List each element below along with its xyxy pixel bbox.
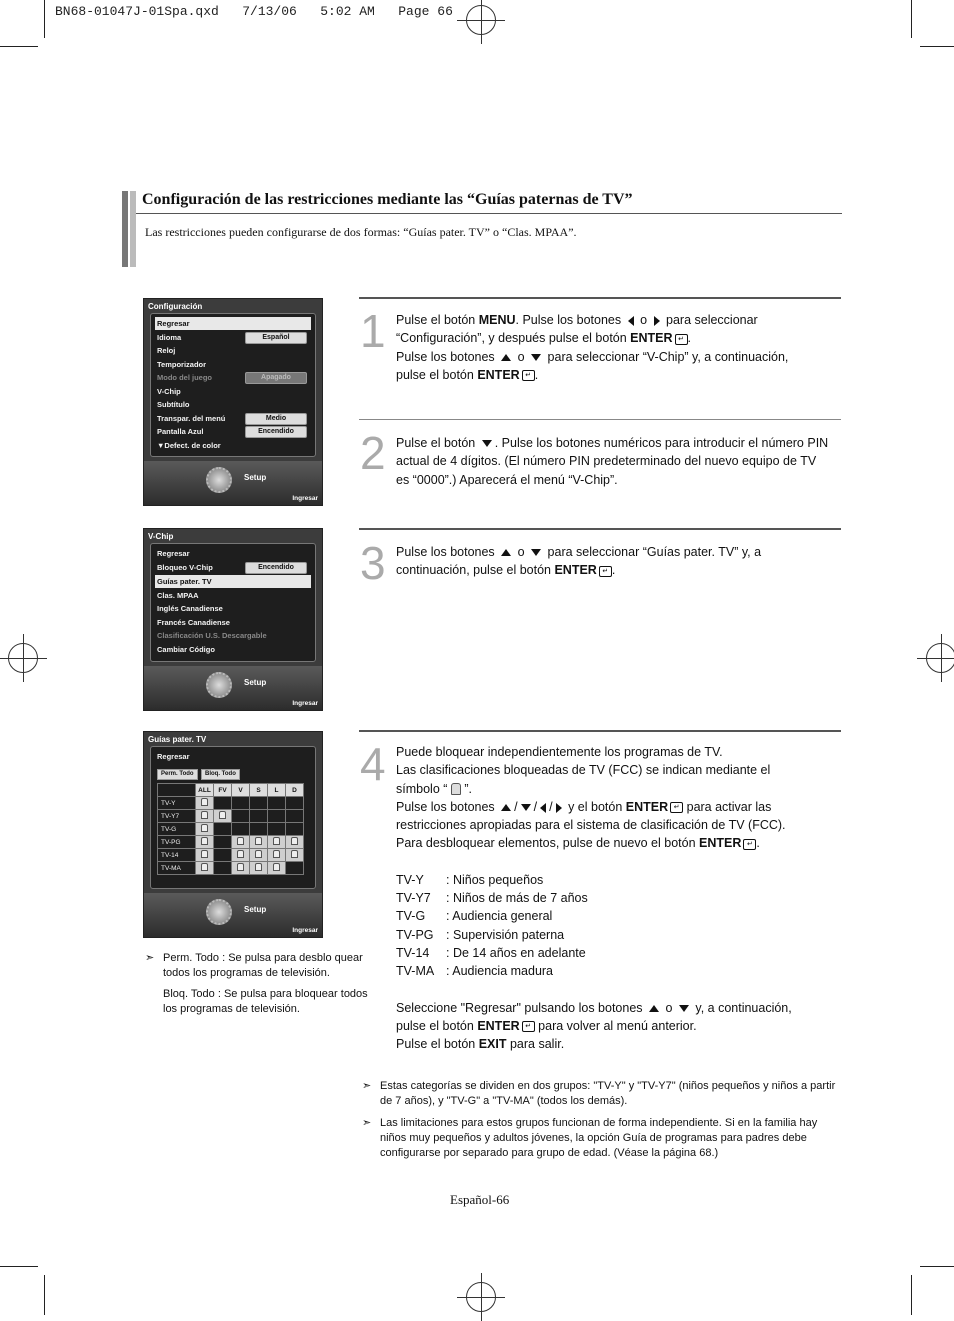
gear-icon	[206, 467, 232, 493]
setup-label: Setup	[244, 678, 267, 687]
left-arrow-icon	[628, 316, 634, 326]
menu-panel	[150, 543, 316, 662]
menu-item-guias[interactable]: Guías pater. TV	[155, 575, 311, 588]
crop-mark	[920, 1266, 954, 1267]
screen-header: Guías pater. TV	[148, 735, 207, 744]
lock-cell[interactable]	[232, 862, 250, 875]
crop-mark	[0, 46, 38, 47]
left-arrow-icon	[540, 803, 546, 813]
enter-icon: ↵	[522, 370, 535, 381]
menu-value: Medio	[245, 413, 307, 425]
setup-label: Setup	[244, 473, 267, 482]
down-arrow-icon	[482, 440, 492, 447]
section-title: Configuración de las restricciones mediante las “Guías paternas de TV”	[142, 191, 633, 208]
step-3-text: Pulse los botones o para seleccionar “Guías pater. TV” y, a continuación, pulse el botón ENTER ↵ .	[396, 545, 762, 578]
menu-item-subtitulo[interactable]: Subtítulo	[157, 400, 190, 409]
ratings-list	[396, 871, 841, 981]
enter-icon: ↵	[675, 334, 688, 345]
menu-value: Español	[245, 332, 307, 344]
enter-icon: ↵	[670, 802, 683, 813]
perm-todo-button[interactable]: Perm. Todo	[157, 769, 198, 780]
perm-note: ➣ Perm. Todo : Se pulsa para desblo quear todos los programas de televisión.	[145, 952, 363, 979]
gear-icon	[206, 899, 232, 925]
menu-item-reloj[interactable]: Reloj	[157, 346, 176, 355]
vchip-menu-screen	[143, 528, 323, 711]
lock-cell[interactable]	[196, 810, 214, 823]
note-arrow-icon: ➣	[362, 1117, 372, 1129]
screen-header: Configuración	[148, 302, 203, 311]
menu-value: Apagado	[245, 372, 307, 384]
row-label: TV-MA	[158, 862, 196, 875]
down-arrow-icon	[521, 804, 531, 811]
row-label: TV-PG	[158, 836, 196, 849]
registration-mark-icon	[466, 5, 496, 35]
lock-cell[interactable]	[286, 836, 304, 849]
lock-cell[interactable]	[268, 836, 286, 849]
enter-icon: ↵	[743, 839, 756, 850]
note-categories: ➣ Estas categorías se dividen en dos grupos: "TV-Y" y "TV-Y7" (niños pequeños y niños a partir de 7 años), y "TV-G" a "TV-MA" (todos los demás).	[362, 1080, 836, 1107]
registration-mark-icon	[926, 643, 954, 673]
lock-cell[interactable]	[196, 797, 214, 810]
row-label: TV-14	[158, 849, 196, 862]
right-arrow-icon	[654, 316, 660, 326]
lock-cell[interactable]	[250, 862, 268, 875]
down-arrow-icon	[531, 549, 541, 556]
menu-item-ingles[interactable]: Inglés Canadiense	[157, 604, 223, 613]
note-limitations: ➣ Las limitaciones para estos grupos funcionan de forma independiente. Si en la familia hay niños muy pequeños y adultos jóvenes, la opción Guía de programas para padres debe configurarse por separado para grupo de edad. (Véase la página 68.)	[362, 1117, 818, 1159]
guias-screen	[143, 731, 323, 938]
rating-item: TV-PG : Supervisión paterna	[396, 927, 565, 942]
step-number: 1	[360, 305, 386, 357]
screen-footer	[144, 461, 322, 505]
screen-header: V-Chip	[148, 532, 174, 541]
crop-mark	[911, 0, 912, 38]
menu-item-modo-juego[interactable]: Modo del juego Apagado	[155, 371, 311, 384]
lock-cell[interactable]	[268, 862, 286, 875]
up-arrow-icon	[649, 1005, 659, 1012]
down-arrow-icon	[531, 354, 541, 361]
menu-item-bloqueo[interactable]: Bloqueo V-Chip Encendido	[155, 561, 311, 574]
lock-cell[interactable]	[250, 836, 268, 849]
rating-item: TV-G : Audiencia general	[396, 909, 553, 924]
config-menu-screen	[143, 298, 323, 506]
step-1-text: Pulse el botón MENU. Pulse los botones o para seleccionar “Configuración”, y después pulse el botón ENTER ↵ . Pulse los botones o para seleccionar “V-Chip” y, a continuación, pulse el botón ENTER ↵ .	[396, 313, 789, 382]
rating-item: TV-Y : Niños pequeños	[396, 872, 544, 887]
crop-mark	[44, 1275, 45, 1315]
setup-label: Setup	[244, 905, 267, 914]
crop-mark	[0, 1266, 38, 1267]
file-slug: BN68-01047J-01Spa.qxd 7/13/06 5:02 AM Page 66	[55, 4, 453, 19]
menu-item-idioma[interactable]: Idioma Español	[155, 331, 311, 344]
menu-item-transpar[interactable]: Transpar. del menú Medio	[155, 412, 311, 425]
section-bar	[130, 191, 136, 267]
lock-cell[interactable]	[196, 823, 214, 836]
gear-icon	[206, 672, 232, 698]
lock-cell[interactable]	[196, 849, 214, 862]
up-arrow-icon	[501, 354, 511, 361]
crop-mark	[920, 46, 954, 47]
menu-item-regresar[interactable]: Regresar	[157, 549, 190, 558]
step-rule	[359, 297, 841, 299]
menu-item-cambiar[interactable]: Cambiar Código	[157, 645, 215, 654]
bloq-note: Bloq. Todo : Se pulsa para bloquear todos los programas de televisión.	[163, 988, 368, 1015]
menu-item-regresar[interactable]: Regresar	[155, 317, 311, 330]
menu-item-regresar[interactable]: Regresar	[157, 752, 190, 761]
rating-item: TV-Y7 : Niños de más de 7 años	[396, 891, 588, 906]
lock-cell[interactable]	[232, 836, 250, 849]
title-rule	[136, 213, 842, 214]
menu-value: Encendido	[245, 562, 307, 574]
lock-cell[interactable]	[196, 862, 214, 875]
menu-item-defect[interactable]: ▼Defect. de color	[157, 441, 221, 450]
row-label: TV-Y7	[158, 810, 196, 823]
section-subtitle: Las restricciones pueden configurarse de dos formas: “Guías pater. TV” o “Clas. MPAA”.	[145, 225, 577, 239]
screen-footer	[144, 893, 322, 937]
menu-item-pantalla[interactable]: Pantalla Azul Encendido	[155, 425, 311, 438]
menu-value: Encendido	[245, 426, 307, 438]
note-arrow-icon: ➣	[362, 1080, 372, 1092]
crop-mark	[911, 1275, 912, 1315]
step-rule	[359, 528, 841, 530]
lock-cell[interactable]	[214, 810, 232, 823]
row-label: TV-Y	[158, 797, 196, 810]
enter-icon: ↵	[599, 566, 612, 577]
rating-item: TV-14 : De 14 años en adelante	[396, 945, 586, 960]
section-bar	[122, 191, 128, 267]
crop-mark	[44, 0, 45, 38]
note-arrow-icon: ➣	[145, 952, 155, 964]
col-header: FV	[214, 784, 232, 797]
col-header: V	[232, 784, 250, 797]
col-header: L	[268, 784, 286, 797]
menu-item-vchip[interactable]: V-Chip	[157, 387, 181, 396]
col-header: S	[250, 784, 268, 797]
ratings-grid	[157, 783, 304, 875]
rating-item: TV-MA : Audiencia madura	[396, 964, 554, 979]
menu-item-temporizador[interactable]: Temporizador	[157, 360, 207, 369]
up-arrow-icon	[501, 549, 511, 556]
lock-cell[interactable]	[286, 849, 304, 862]
lock-cell[interactable]	[250, 849, 268, 862]
menu-panel	[150, 313, 316, 457]
bloq-todo-button[interactable]: Bloq. Todo	[201, 769, 240, 780]
down-arrow-icon	[679, 1005, 689, 1012]
step-number: 4	[360, 738, 386, 790]
menu-item-mpaa[interactable]: Clas. MPAA	[157, 591, 199, 600]
lock-icon	[451, 783, 461, 795]
up-arrow-icon	[501, 804, 511, 811]
col-header: D	[286, 784, 304, 797]
lock-cell[interactable]	[268, 849, 286, 862]
step-rule	[359, 730, 841, 732]
step-number: 3	[360, 537, 386, 589]
ingresar-label: Ingresar	[292, 927, 318, 934]
lock-cell[interactable]	[196, 836, 214, 849]
col-header: ALL	[196, 784, 214, 797]
ingresar-label: Ingresar	[292, 495, 318, 502]
enter-icon: ↵	[522, 1021, 535, 1032]
lock-cell[interactable]	[232, 849, 250, 862]
right-arrow-icon	[556, 803, 562, 813]
ratings-panel	[150, 746, 316, 889]
row-label: TV-G	[158, 823, 196, 836]
menu-item-frances[interactable]: Francés Canadiense	[157, 618, 230, 627]
screen-footer	[144, 666, 322, 710]
menu-item-descargable[interactable]: Clasificación U.S. Descargable	[157, 631, 267, 640]
step-number: 2	[360, 427, 386, 479]
registration-mark-icon	[466, 1282, 496, 1312]
ingresar-label: Ingresar	[292, 700, 318, 707]
step-rule	[359, 419, 841, 420]
step-2-text: Pulse el botón . Pulse los botones numéricos para introducir el número PIN actual de 4 dígitos. (El número PIN predeterminado del nuevo equipo de TV es “0000”.) Aparecerá el menú “V-Chip”.	[396, 436, 829, 487]
step-4-text: Puede bloquear independientemente los programas de TV. Las clasificaciones bloqueadas de TV (FCC) se indican mediante el símbolo “ ”. Pulse los botones / / / y el botón ENTER ↵ para activar las restricciones apropiadas para el sistema de clasificación de TV (FCC). Para desbloquear elementos, pulse de nuevo el botón ENTER ↵ . TV-Y : Niños pequeños TV-Y7 : Niños de más de 7 años TV-G : Audiencia general TV-PG : Supervisión paterna TV-14 : De 14 años en adelante TV-MA : Audiencia madura Seleccione "Regresar" pulsando los botones o y, a continuación, pulse el botón ENTER ↵ para volver al menú anterior. Pulse el botón EXIT para salir.	[396, 743, 841, 1053]
page-number: Español-66	[450, 1192, 510, 1207]
registration-mark-icon	[8, 643, 38, 673]
